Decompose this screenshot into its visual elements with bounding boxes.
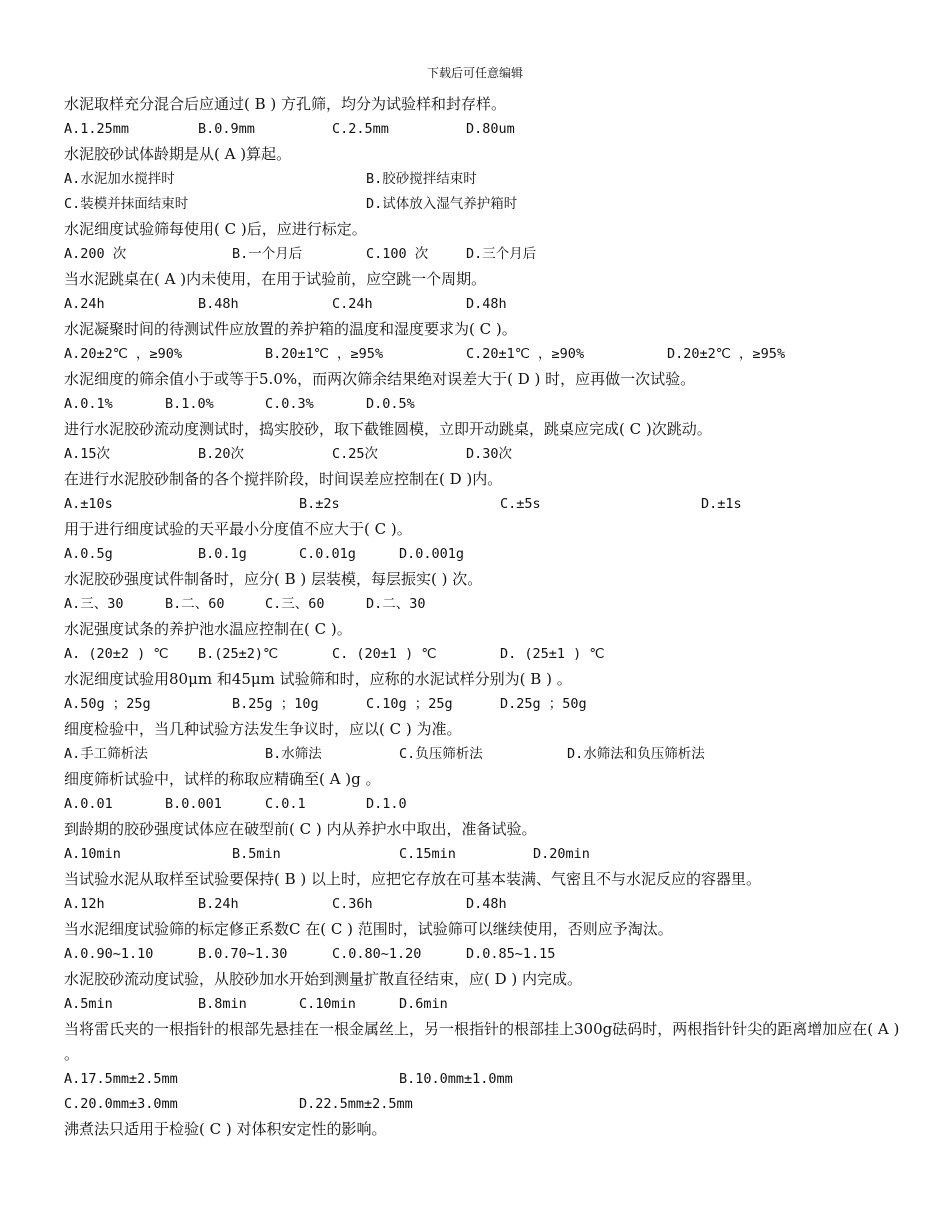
option-row — [64, 592, 904, 617]
option: A.15次 — [64, 446, 111, 462]
question-text: 细度检验中，当几种试验方法发生争议时，应以( C ) 为准。 — [64, 720, 462, 738]
option: D.20min — [533, 846, 590, 862]
option: B.胶砂搅拌结束时 — [366, 171, 477, 187]
option: C.三、60 — [265, 596, 325, 612]
question-text: 水泥强度试条的养护池水温应控制在( C )。 — [64, 620, 352, 638]
question-text: 细度筛析试验中，试样的称取应精确至( A )g 。 — [64, 770, 381, 788]
option: B.一个月后 — [232, 246, 303, 262]
option: A.12h — [64, 896, 105, 912]
question-text: 当水泥细度试验筛的标定修正系数C 在( C ) 范围时，试验筛可以继续使用，否则应予淘汰。 — [64, 920, 673, 938]
option: B.(25±2)℃ — [198, 646, 279, 662]
question-text: 水泥取样充分混合后应通过( B ) 方孔筛，均分为试验样和封存样。 — [64, 95, 507, 113]
page-header: 下载后可任意编辑 — [426, 66, 523, 80]
question-text: 当将雷氏夹的一根指针的根部先悬挂在一根金属丝上，另一根指针的根部挂上300g砝码时，两根指针针尖的距离增加应在( A ) 。 — [64, 1020, 900, 1063]
option: C.10g ；25g — [366, 696, 453, 712]
question-text: 水泥细度试验筛每使用( C )后，应进行标定。 — [64, 220, 367, 238]
option: B.水筛法 — [265, 746, 322, 762]
option-row — [64, 742, 904, 767]
option: B.5min — [232, 846, 281, 862]
option-row — [64, 1092, 904, 1117]
option: A.50g ；25g — [64, 696, 151, 712]
option-row — [64, 442, 904, 467]
question-text: 在进行水泥胶砂制备的各个搅拌阶段，时间误差应控制在( D )内。 — [64, 470, 503, 488]
question-text: 水泥细度的筛余值小于或等于5.0%，而两次筛余结果绝对误差大于( D ) 时，应再做一次试验。 — [64, 370, 696, 388]
option: B.±2s — [299, 496, 340, 512]
option: A.0.01 — [64, 796, 113, 812]
option-row — [64, 942, 904, 967]
option: A.24h — [64, 296, 105, 312]
option: D.1.0 — [366, 796, 407, 812]
option: C.装模并抹面结束时 — [64, 196, 189, 212]
option: B.1.0% — [165, 396, 214, 412]
option: A.手工筛析法 — [64, 746, 148, 762]
question-text: 当水泥跳桌在( A )内未使用，在用于试验前，应空跳一个周期。 — [64, 270, 487, 288]
option-row — [64, 542, 904, 567]
option: D.48h — [466, 896, 507, 912]
option: B.0.9mm — [198, 121, 255, 137]
option: A.±10s — [64, 496, 113, 512]
option-row — [64, 117, 904, 142]
option: D.三个月后 — [466, 246, 537, 262]
option-row — [64, 992, 904, 1017]
option: C.25次 — [332, 446, 379, 462]
option: D.0.001g — [399, 546, 465, 562]
option: B.24h — [198, 896, 239, 912]
option: B.10.0mm±1.0mm — [399, 1071, 513, 1087]
option: B.0.70~1.30 — [198, 946, 288, 962]
option: A.三、30 — [64, 596, 124, 612]
option: C.0.1 — [265, 796, 306, 812]
option: B.20次 — [198, 446, 245, 462]
option: C.20.0mm±3.0mm — [64, 1096, 178, 1112]
option: B.48h — [198, 296, 239, 312]
option: D.水筛法和负压筛析法 — [567, 746, 705, 762]
option: A.水泥加水搅拌时 — [64, 171, 175, 187]
option: A.0.1% — [64, 396, 113, 412]
option: C.15min — [399, 846, 456, 862]
option: A.20±2℃ ，≥90% — [64, 346, 183, 362]
option: B.0.1g — [198, 546, 247, 562]
option: A.10min — [64, 846, 121, 862]
option: B.8min — [198, 996, 247, 1012]
option-row — [64, 692, 904, 717]
option-row — [64, 642, 904, 667]
option: D.25g ；50g — [500, 696, 587, 712]
option: C.负压筛析法 — [399, 746, 483, 762]
option: D.0.85~1.15 — [466, 946, 556, 962]
option: D.22.5mm±2.5mm — [299, 1096, 413, 1112]
question-text: 水泥凝聚时间的待测试件应放置的养护箱的温度和湿度要求为( C )。 — [64, 320, 517, 338]
option: C. (20±1 ) ℃ — [332, 646, 437, 662]
question-text: 水泥细度试验用80μm 和45μm 试验筛和时，应称的水泥试样分别为( B ) 。 — [64, 670, 572, 688]
option: D.±1s — [701, 496, 742, 512]
question-text: 到龄期的胶砂强度试体应在破型前( C ) 内从养护水中取出，准备试验。 — [64, 820, 537, 838]
option: D.48h — [466, 296, 507, 312]
option: A.5min — [64, 996, 113, 1012]
option: B.25g ；10g — [232, 696, 319, 712]
question-text: 沸煮法只适用于检验( C ) 对体积安定性的影响。 — [64, 1120, 387, 1138]
question-list — [64, 92, 904, 1142]
option: A.17.5mm±2.5mm — [64, 1071, 178, 1087]
option: C.0.01g — [299, 546, 356, 562]
option-row — [64, 242, 904, 267]
option: D.0.5% — [366, 396, 415, 412]
option: A.0.5g — [64, 546, 113, 562]
option-row — [64, 342, 904, 367]
option: A.0.90~1.10 — [64, 946, 154, 962]
option: C.2.5mm — [332, 121, 389, 137]
question-text: 当试验水泥从取样至试验要保持( B ) 以上时，应把它存放在可基本装满、气密且不与水泥反应的容器里。 — [64, 870, 762, 888]
question-text: 进行水泥胶砂流动度测试时，捣实胶砂，取下截锥圆模，立即开动跳桌，跳桌应完成( C )次跳动。 — [64, 420, 712, 438]
question-text: 水泥胶砂试体龄期是从( A )算起。 — [64, 145, 292, 163]
option: C.10min — [299, 996, 356, 1012]
option-row — [64, 1067, 904, 1092]
option: D.试体放入湿气养护箱时 — [366, 196, 518, 212]
option: D.20±2℃ ，≥95% — [667, 346, 786, 362]
option: C.0.3% — [265, 396, 314, 412]
option: D.二、30 — [366, 596, 426, 612]
option-row — [64, 392, 904, 417]
question-text: 用于进行细度试验的天平最小分度值不应大于( C )。 — [64, 520, 412, 538]
question-text: 水泥胶砂强度试件制备时，应分( B ) 层装模，每层振实( ) 次。 — [64, 570, 483, 588]
option: D.6min — [399, 996, 448, 1012]
option: C.36h — [332, 896, 373, 912]
option: B.二、60 — [165, 596, 225, 612]
option: A.1.25mm — [64, 121, 130, 137]
option: C.±5s — [500, 496, 541, 512]
option-row — [64, 892, 904, 917]
option: D.30次 — [466, 446, 513, 462]
option: C.20±1℃ ，≥90% — [466, 346, 585, 362]
option-row — [64, 792, 904, 817]
option: A.200 次 — [64, 246, 127, 262]
option: C.100 次 — [366, 246, 429, 262]
option: C.0.80~1.20 — [332, 946, 422, 962]
option-row — [64, 167, 904, 192]
option: D. (25±1 ) ℃ — [500, 646, 605, 662]
option-row — [64, 842, 904, 867]
option: B.20±1℃ ，≥95% — [265, 346, 384, 362]
option: C.24h — [332, 296, 373, 312]
option-row — [64, 492, 904, 517]
question-text: 水泥胶砂流动度试验，从胶砂加水开始到测量扩散直径结束，应( D ) 内完成。 — [64, 970, 583, 988]
option-row — [64, 292, 904, 317]
option-row — [64, 192, 904, 217]
option: D.80um — [466, 121, 515, 137]
option: B.0.001 — [165, 796, 222, 812]
option: A. (20±2 ) ℃ — [64, 646, 169, 662]
